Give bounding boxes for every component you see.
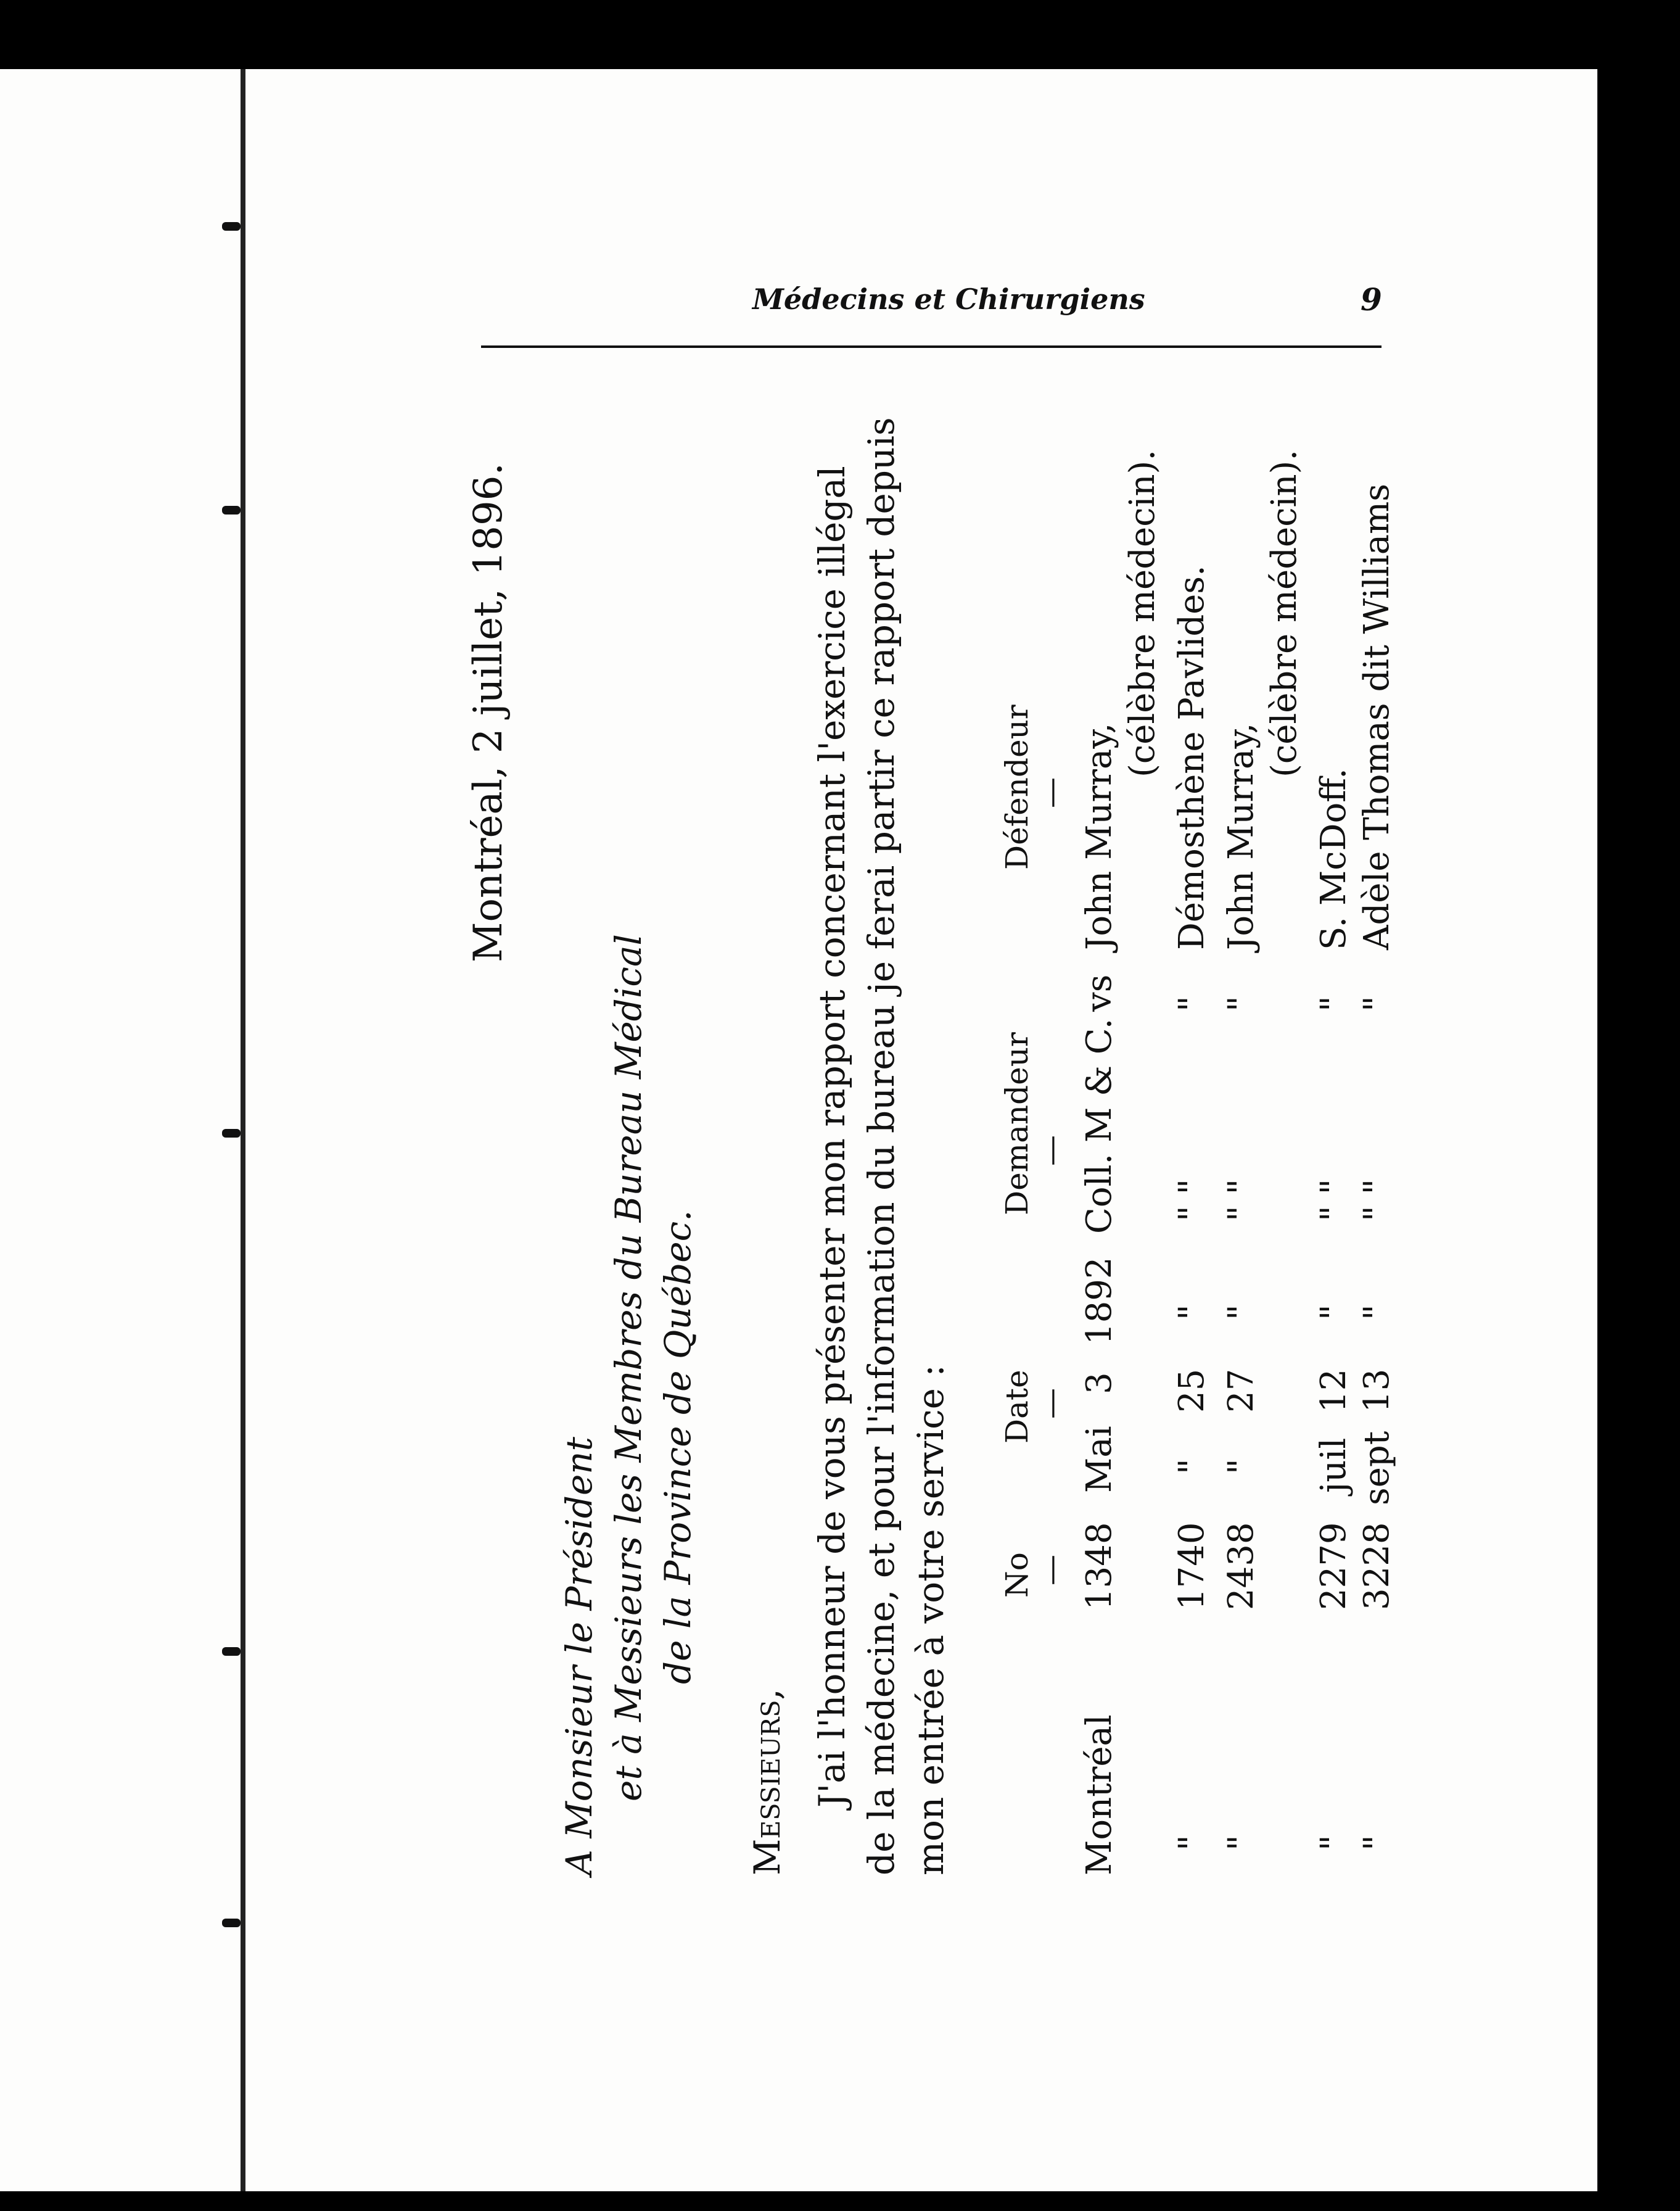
row-demandeur: " " bbox=[1221, 1178, 1261, 1221]
binding-stitch bbox=[222, 1919, 241, 1927]
row-vs: " bbox=[1221, 996, 1261, 1012]
row-day: 12 bbox=[1314, 1368, 1354, 1413]
row-month: juil bbox=[1314, 1437, 1354, 1493]
row-demandeur: Coll. M & C. bbox=[1079, 1018, 1119, 1234]
row-month: Mai bbox=[1079, 1426, 1119, 1493]
row-month: " bbox=[1221, 1458, 1261, 1474]
binding-stitch bbox=[222, 506, 241, 515]
row-year: 1892 bbox=[1079, 1257, 1119, 1345]
row-defendeur: John Murray, bbox=[1221, 722, 1261, 950]
row-no: 2279 bbox=[1314, 1522, 1354, 1610]
row-defendeur: John Murray, bbox=[1079, 722, 1119, 950]
row-no: 1348 bbox=[1079, 1522, 1119, 1610]
header-defendeur: Défendeur bbox=[999, 705, 1035, 870]
row-year: " bbox=[1221, 1304, 1261, 1320]
dateline: Montréal, 2 juillet, 1896. bbox=[466, 463, 511, 962]
page-number: 9 bbox=[1361, 281, 1382, 318]
binding-stitch bbox=[222, 1647, 241, 1656]
binding-stitch bbox=[222, 222, 241, 231]
row-vs: " bbox=[1314, 996, 1354, 1012]
row-demandeur: " " bbox=[1314, 1178, 1354, 1221]
row-lieu: Montréal bbox=[1079, 1714, 1119, 1875]
row-defendeur: Démosthène Pavlides. bbox=[1172, 565, 1212, 950]
running-head: Médecins et Chirurgiens bbox=[752, 283, 1145, 316]
header-demandeur: Demandeur bbox=[999, 1032, 1035, 1215]
row-month: " bbox=[1172, 1458, 1212, 1474]
row-no: 2438 bbox=[1221, 1522, 1261, 1610]
binding-stitch bbox=[222, 1129, 241, 1138]
salutation: Messieurs, bbox=[746, 1688, 788, 1875]
header-rule-no: — bbox=[1033, 1555, 1069, 1585]
row-month: sept bbox=[1357, 1431, 1397, 1505]
row-year: " bbox=[1314, 1304, 1354, 1320]
header-date: Date bbox=[999, 1370, 1035, 1444]
row-defendeur: Adèle Thomas dit Williams bbox=[1357, 484, 1397, 950]
body-line-3: mon entrée à votre service : bbox=[910, 1365, 952, 1875]
header-rule-date: — bbox=[1033, 1388, 1069, 1419]
row-defendeur: S. McDoff. bbox=[1314, 768, 1354, 950]
body-line-1: J'ai l'honneur de vous présenter mon rapport concernant l'exercice illégal bbox=[811, 466, 853, 1808]
binding-gutter bbox=[241, 69, 245, 2191]
header-rule bbox=[481, 345, 1381, 348]
address-line-2: et à Messieurs les Membres du Bureau Médical bbox=[607, 934, 649, 1801]
row-day: 25 bbox=[1172, 1368, 1212, 1413]
header-no: No bbox=[999, 1552, 1035, 1598]
row-lieu: " bbox=[1221, 1835, 1261, 1851]
rotated-letter bbox=[456, 395, 1406, 1875]
address-line-1: A Monsieur le Président bbox=[558, 1437, 600, 1875]
row-note: (célèbre médecin). bbox=[1122, 449, 1163, 777]
row-vs: vs bbox=[1079, 974, 1119, 1012]
address-line-3: de la Province de Québec. bbox=[657, 1210, 699, 1684]
row-vs: " bbox=[1172, 996, 1212, 1012]
body-line-2: de la médecine, et pour l'information du bureau je ferai partir ce rapport depuis bbox=[860, 417, 902, 1875]
row-vs: " bbox=[1357, 996, 1397, 1012]
row-year: " bbox=[1357, 1304, 1397, 1320]
row-no: 1740 bbox=[1172, 1522, 1212, 1610]
row-day: 27 bbox=[1221, 1368, 1261, 1413]
row-year: " bbox=[1172, 1304, 1212, 1320]
row-no: 3228 bbox=[1357, 1522, 1397, 1610]
row-day: 3 bbox=[1079, 1372, 1119, 1394]
row-note: (célèbre médecin). bbox=[1264, 449, 1304, 777]
row-day: 13 bbox=[1357, 1368, 1397, 1413]
row-lieu: " bbox=[1357, 1835, 1397, 1851]
row-lieu: " bbox=[1314, 1835, 1354, 1851]
row-demandeur: " " bbox=[1172, 1178, 1212, 1221]
header-rule-defendeur: — bbox=[1033, 777, 1069, 808]
row-lieu: " bbox=[1172, 1835, 1212, 1851]
header-rule-demandeur: — bbox=[1033, 1135, 1069, 1166]
row-demandeur: " " bbox=[1357, 1178, 1397, 1221]
